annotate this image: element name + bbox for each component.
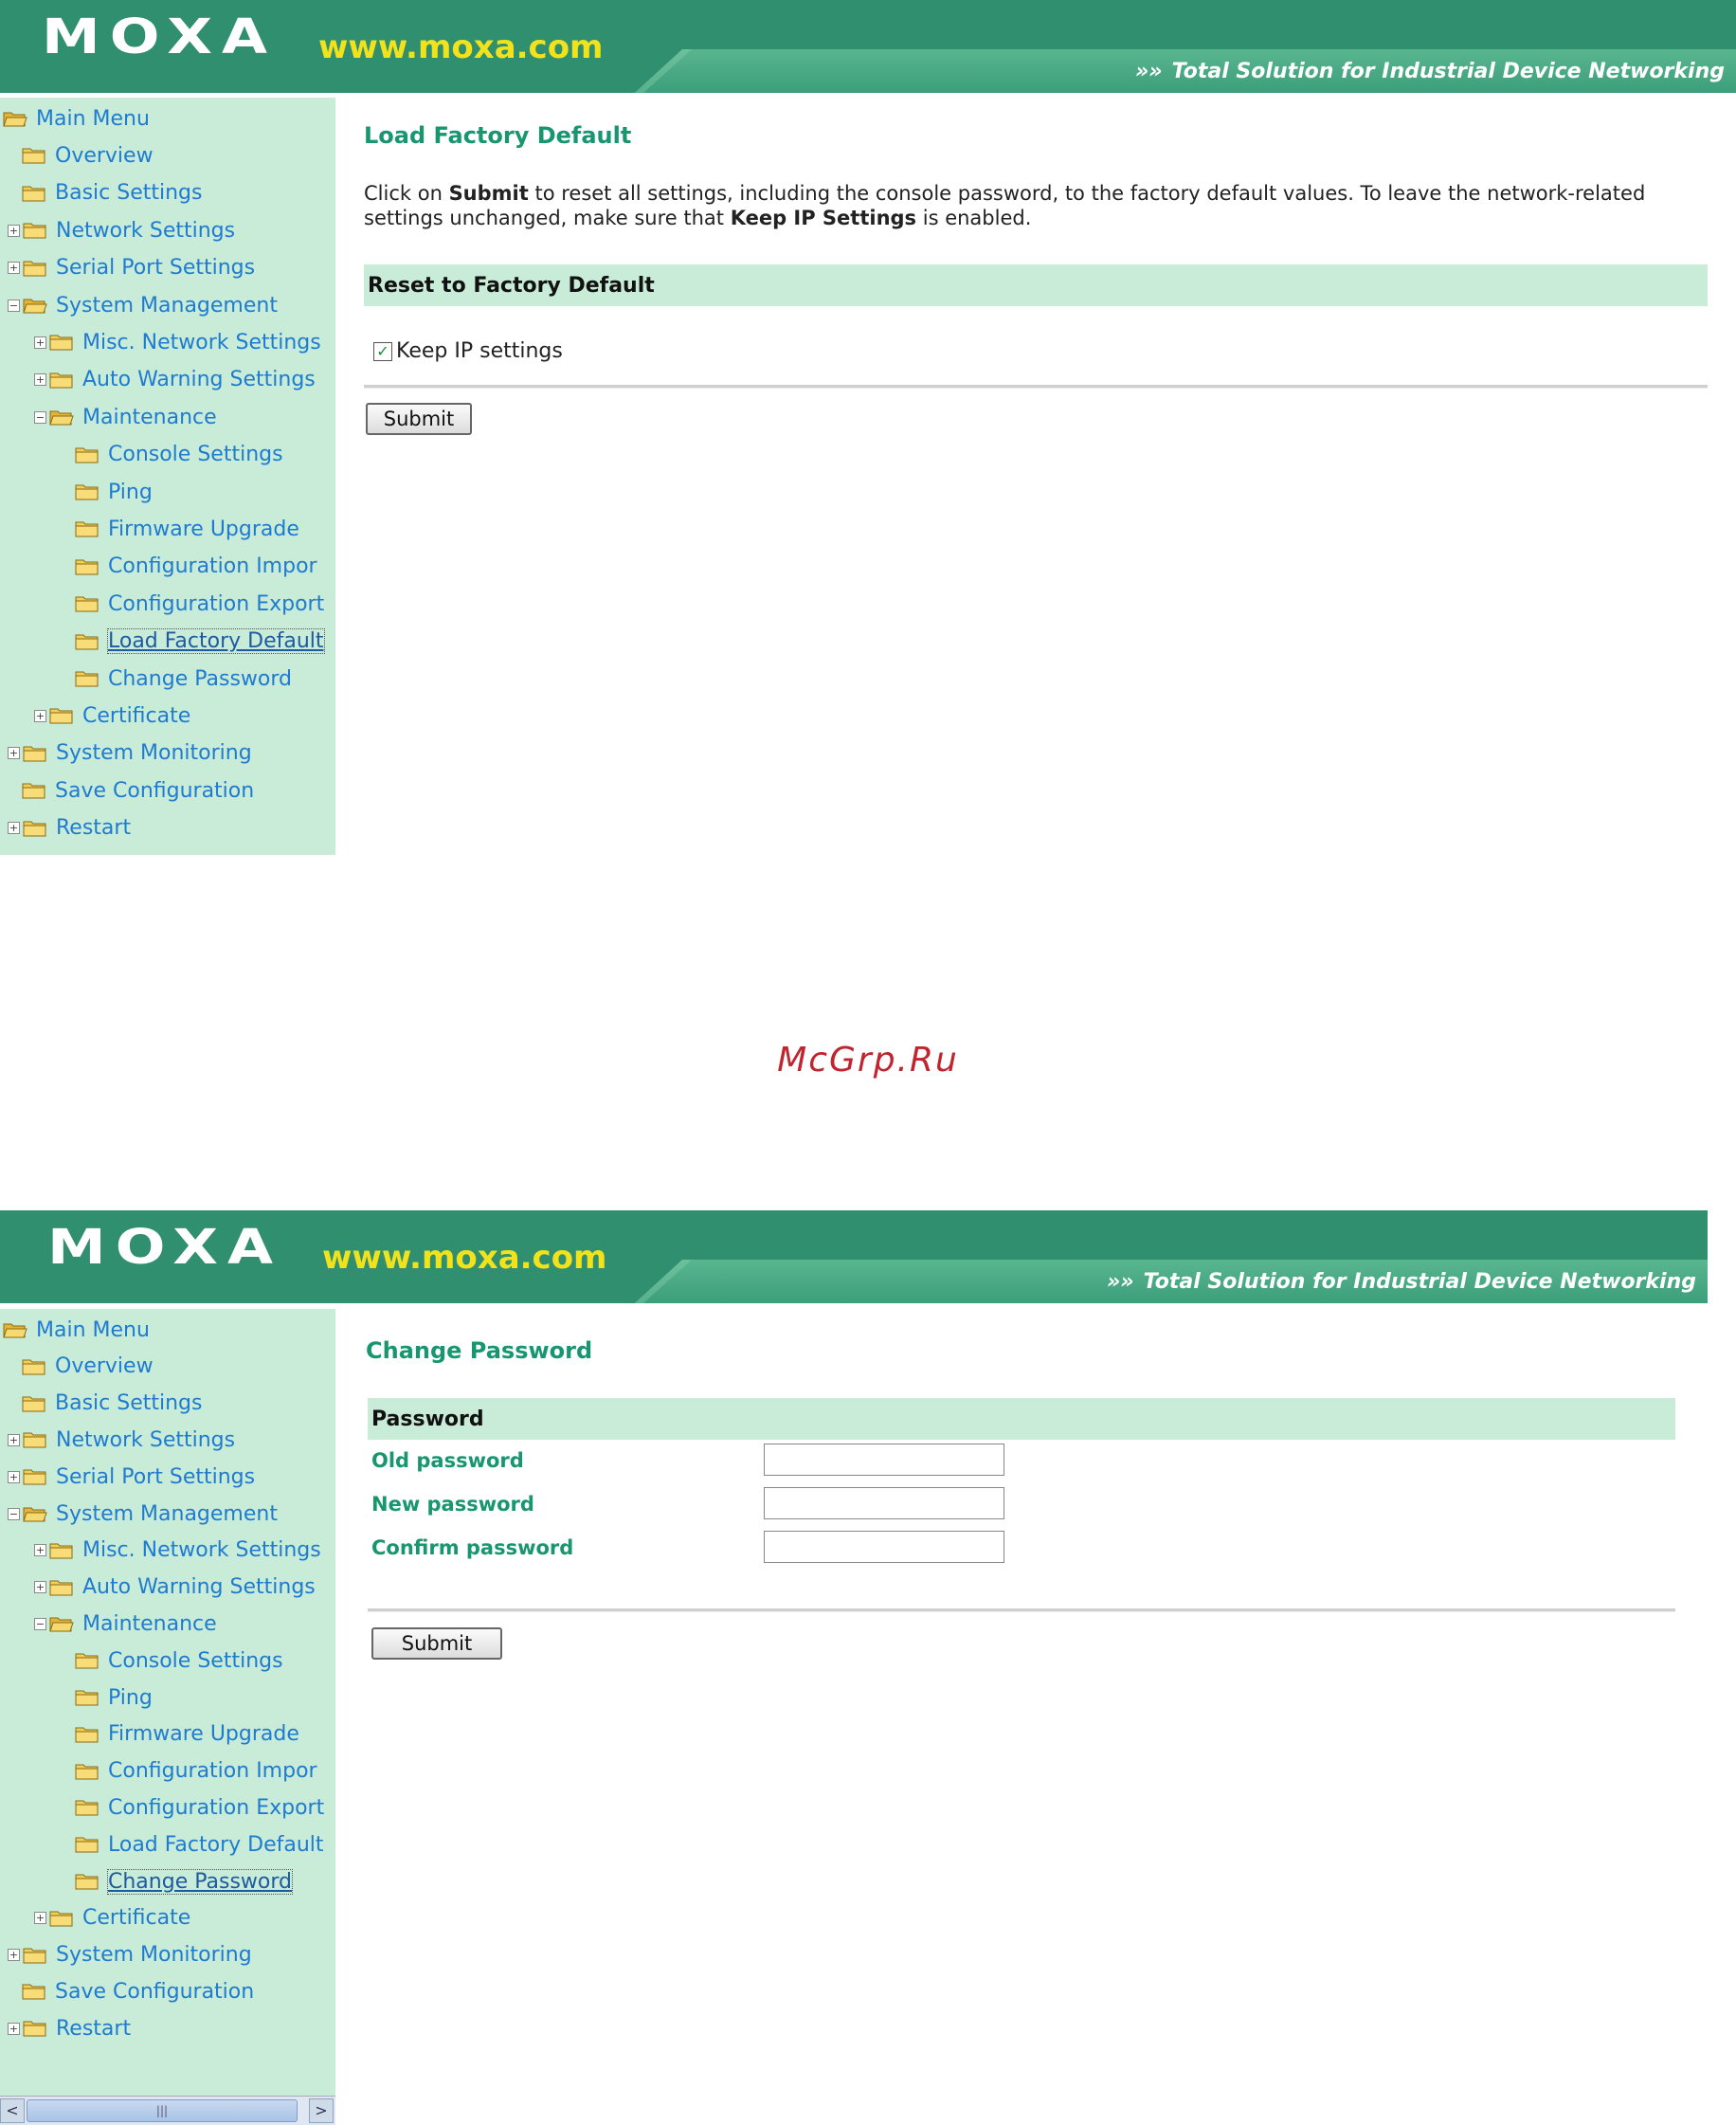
sidebar-item-network-settings[interactable] bbox=[8, 213, 235, 247]
sidebar-item-change-password[interactable] bbox=[74, 1864, 292, 1898]
folder-icon bbox=[22, 258, 48, 279]
sidebar-item-save-configuration[interactable] bbox=[21, 1974, 254, 2008]
folder-icon bbox=[74, 1761, 100, 1782]
sidebar-item-overview[interactable] bbox=[21, 138, 154, 173]
expand-icon[interactable]: + bbox=[9, 822, 19, 835]
sidebar-item-label: Configuration Export bbox=[108, 591, 325, 616]
sidebar-item-system-monitoring[interactable] bbox=[8, 736, 252, 771]
folder-icon bbox=[22, 2018, 48, 2039]
sidebar-item-console-settings[interactable] bbox=[74, 438, 283, 472]
expand-icon[interactable]: + bbox=[9, 1433, 19, 1446]
sidebar-item-console-settings[interactable] bbox=[74, 1644, 283, 1678]
sidebar-item-system-management[interactable] bbox=[8, 288, 278, 322]
old-password-input[interactable] bbox=[764, 1444, 1004, 1476]
screenshot-load-factory-default bbox=[0, 0, 1736, 855]
desc-bold-submit: Submit bbox=[448, 182, 529, 205]
folder-icon bbox=[48, 332, 75, 353]
sidebar-item-maintenance[interactable] bbox=[34, 400, 217, 434]
watermark: McGrp.Ru bbox=[777, 1041, 959, 1080]
screenshot-change-password bbox=[0, 1210, 1708, 2124]
keep-ip-label: Keep IP settings bbox=[396, 339, 563, 363]
tagline-text: Total Solution for Industrial Device Networking bbox=[1171, 60, 1725, 83]
folder-icon bbox=[74, 593, 100, 614]
open-folder-icon bbox=[2, 108, 28, 129]
sidebar-item-label: Overview bbox=[55, 1354, 154, 1379]
folder-icon bbox=[22, 1429, 48, 1450]
folder-icon bbox=[74, 668, 100, 689]
new-password-input[interactable] bbox=[764, 1487, 1004, 1519]
folder-icon bbox=[21, 780, 47, 801]
sidebar-item-label: Ping bbox=[108, 1685, 153, 1710]
sidebar-item-label: Basic Settings bbox=[55, 1391, 203, 1416]
tagline-text: Total Solution for Industrial Device Networking bbox=[1143, 1270, 1696, 1294]
folder-icon bbox=[48, 370, 75, 390]
double-chevron-icon: »» bbox=[1106, 1270, 1134, 1294]
sidebar-item-label: Console Settings bbox=[108, 1648, 283, 1673]
divider bbox=[364, 385, 1708, 389]
sidebar-item-label: Load Factory Default bbox=[108, 1832, 324, 1857]
sidebar-item-main-menu[interactable] bbox=[2, 1313, 150, 1347]
scroll-thumb[interactable]: ||| bbox=[27, 2099, 298, 2122]
page-title: Load Factory Default bbox=[364, 122, 632, 149]
expand-icon[interactable]: + bbox=[35, 1912, 45, 1925]
page-title: Change Password bbox=[366, 1337, 593, 1364]
sidebar-item-serial-port-settings[interactable] bbox=[8, 251, 255, 285]
folder-icon bbox=[48, 1908, 75, 1929]
section-header: Password bbox=[368, 1398, 1675, 1440]
expand-icon[interactable]: + bbox=[35, 709, 45, 722]
open-folder-icon bbox=[2, 1319, 28, 1340]
folder-icon bbox=[74, 1834, 100, 1855]
old-password-label: Old password bbox=[371, 1449, 524, 1472]
scroll-right-icon[interactable]: > bbox=[309, 2098, 334, 2123]
tagline bbox=[1107, 1269, 1696, 1296]
expand-icon[interactable]: + bbox=[9, 262, 19, 275]
moxa-logo: MOXA bbox=[47, 1218, 282, 1276]
collapse-icon[interactable]: − bbox=[9, 299, 19, 312]
sidebar-item-label: Restart bbox=[56, 816, 132, 841]
sidebar-item-label: Main Menu bbox=[36, 1317, 150, 1342]
tagline bbox=[1135, 59, 1725, 85]
sidebar-item-system-management[interactable] bbox=[8, 1497, 278, 1531]
main-content bbox=[335, 1309, 1708, 2124]
sidebar-item-basic-settings[interactable] bbox=[21, 1387, 202, 1421]
sidebar-item-maintenance[interactable] bbox=[34, 1607, 217, 1641]
open-folder-icon bbox=[48, 407, 75, 427]
sidebar-item-label: Main Menu bbox=[36, 106, 150, 131]
sidebar-item-label: Basic Settings bbox=[55, 181, 203, 206]
desc-text-3: is enabled. bbox=[916, 207, 1032, 229]
sidebar-item-label: Maintenance bbox=[82, 405, 217, 429]
section-header: Reset to Factory Default bbox=[364, 264, 1708, 306]
folder-icon bbox=[74, 1724, 100, 1745]
sidebar-item-label: Ping bbox=[108, 480, 153, 504]
sidebar-item-network-settings[interactable] bbox=[8, 1423, 235, 1457]
folder-icon bbox=[48, 705, 75, 726]
folder-icon bbox=[22, 220, 48, 241]
folder-icon bbox=[48, 1577, 75, 1598]
folder-icon bbox=[21, 1356, 47, 1377]
sidebar-menu bbox=[0, 98, 335, 855]
expand-icon[interactable]: + bbox=[9, 1470, 19, 1483]
sidebar-item-configuration-export[interactable] bbox=[74, 587, 324, 621]
sidebar-item-label: Serial Port Settings bbox=[56, 256, 256, 281]
double-chevron-icon: »» bbox=[1134, 60, 1163, 83]
expand-icon[interactable]: + bbox=[9, 747, 19, 760]
sidebar-horizontal-scrollbar[interactable] bbox=[0, 2096, 335, 2125]
sidebar-item-label: Save Configuration bbox=[55, 1979, 255, 2004]
sidebar-item-label: Serial Port Settings bbox=[56, 1464, 256, 1489]
sidebar-item-configuration-impor[interactable] bbox=[74, 550, 317, 584]
sidebar-item-label: Network Settings bbox=[56, 1427, 236, 1452]
submit-button[interactable]: Submit bbox=[366, 403, 472, 435]
scroll-left-icon[interactable]: < bbox=[0, 2098, 25, 2123]
expand-icon[interactable]: + bbox=[9, 2022, 19, 2035]
sidebar-item-misc-network-settings[interactable] bbox=[34, 1534, 321, 1568]
divider bbox=[368, 1608, 1675, 1612]
folder-icon bbox=[21, 183, 47, 204]
sidebar-item-ping[interactable] bbox=[74, 475, 153, 509]
expand-icon[interactable]: + bbox=[35, 1581, 45, 1594]
sidebar-item-label: Overview bbox=[55, 143, 154, 168]
sidebar-item-label: Certificate bbox=[82, 703, 191, 728]
sidebar-item-label: Misc. Network Settings bbox=[82, 330, 321, 354]
sidebar-item-label: Console Settings bbox=[108, 443, 283, 467]
moxa-logo: MOXA bbox=[42, 8, 277, 65]
sidebar-item-misc-network-settings[interactable] bbox=[34, 325, 321, 359]
keep-ip-checkbox[interactable]: ✓ bbox=[373, 342, 392, 361]
sidebar-item-label: Maintenance bbox=[82, 1611, 217, 1636]
collapse-icon[interactable]: − bbox=[35, 410, 45, 424]
sidebar-item-label: Firmware Upgrade bbox=[108, 517, 299, 541]
page-description bbox=[364, 181, 1691, 230]
sidebar-item-ping[interactable] bbox=[74, 1680, 153, 1715]
folder-icon bbox=[74, 445, 100, 465]
header-banner bbox=[0, 0, 1736, 93]
sidebar-item-label: Restart bbox=[56, 2016, 132, 2041]
sidebar-item-main-menu[interactable] bbox=[2, 101, 150, 136]
desc-bold-keep-ip: Keep IP Settings bbox=[730, 207, 917, 229]
folder-icon bbox=[74, 481, 100, 502]
sidebar-item-auto-warning-settings[interactable] bbox=[34, 1571, 316, 1605]
folder-icon bbox=[21, 1393, 47, 1414]
sidebar-item-label: Auto Warning Settings bbox=[82, 368, 316, 392]
sidebar-item-configuration-impor[interactable] bbox=[74, 1754, 317, 1789]
sidebar-item-label: Configuration Export bbox=[108, 1795, 325, 1820]
folder-icon bbox=[22, 1466, 48, 1487]
sidebar-item-label: Misc. Network Settings bbox=[82, 1538, 321, 1563]
sidebar-item-label: System Management bbox=[56, 293, 278, 318]
folder-icon bbox=[48, 1540, 75, 1561]
sidebar-item-label: Firmware Upgrade bbox=[108, 1722, 299, 1747]
expand-icon[interactable]: + bbox=[35, 373, 45, 387]
folder-icon bbox=[74, 1871, 100, 1892]
folder-icon bbox=[21, 145, 47, 166]
sidebar-item-label: System Monitoring bbox=[56, 741, 252, 766]
folder-icon bbox=[74, 518, 100, 539]
collapse-icon[interactable]: − bbox=[35, 1617, 45, 1630]
desc-text-2: to reset all settings, including the console password, to the factory default values. To leave the network-related settings unchanged, make sure that bbox=[364, 182, 1646, 229]
sidebar-item-load-factory-default[interactable] bbox=[74, 1827, 324, 1862]
sidebar-item-label: Certificate bbox=[82, 1906, 191, 1931]
sidebar-item-restart[interactable] bbox=[8, 2011, 131, 2045]
sidebar-item-system-monitoring[interactable] bbox=[8, 1938, 252, 1972]
open-folder-icon bbox=[22, 1503, 48, 1524]
sidebar-item-firmware-upgrade[interactable] bbox=[74, 1717, 299, 1752]
sidebar-item-label: Change Password bbox=[108, 1869, 292, 1894]
sidebar-menu bbox=[0, 1309, 335, 2096]
collapse-icon[interactable]: − bbox=[9, 1507, 19, 1520]
folder-icon bbox=[74, 1650, 100, 1671]
sidebar-item-basic-settings[interactable] bbox=[21, 176, 202, 210]
folder-icon bbox=[21, 1981, 47, 2002]
sidebar-item-label: Change Password bbox=[108, 666, 292, 691]
sidebar-item-label: System Management bbox=[56, 1501, 278, 1526]
sidebar-item-certificate[interactable] bbox=[34, 1901, 190, 1935]
sidebar-item-label: Configuration Impor bbox=[108, 1759, 317, 1784]
site-url[interactable]: www.moxa.com bbox=[318, 28, 604, 66]
sidebar-item-serial-port-settings[interactable] bbox=[8, 1460, 255, 1494]
submit-button[interactable]: Submit bbox=[371, 1627, 502, 1660]
sidebar-item-load-factory-default[interactable] bbox=[74, 625, 324, 659]
desc-text-1: Click on bbox=[364, 182, 449, 205]
folder-icon bbox=[74, 1687, 100, 1708]
folder-icon bbox=[74, 1797, 100, 1818]
sidebar-item-restart[interactable] bbox=[8, 811, 131, 845]
main-content bbox=[335, 98, 1736, 855]
confirm-password-input[interactable] bbox=[764, 1531, 1004, 1563]
expand-icon[interactable]: + bbox=[9, 1949, 19, 1962]
sidebar-item-certificate[interactable] bbox=[34, 699, 190, 733]
sidebar-item-change-password[interactable] bbox=[74, 662, 292, 696]
header-banner bbox=[0, 1210, 1708, 1303]
folder-icon bbox=[22, 818, 48, 839]
sidebar-item-label: Configuration Impor bbox=[108, 554, 317, 579]
folder-icon bbox=[22, 743, 48, 764]
folder-icon bbox=[74, 556, 100, 577]
open-folder-icon bbox=[22, 295, 48, 316]
sidebar-item-label: Save Configuration bbox=[55, 778, 255, 803]
sidebar-item-configuration-export[interactable] bbox=[74, 1790, 324, 1825]
sidebar-item-firmware-upgrade[interactable] bbox=[74, 512, 299, 546]
sidebar-item-auto-warning-settings[interactable] bbox=[34, 363, 316, 397]
sidebar-item-label: Auto Warning Settings bbox=[82, 1575, 316, 1600]
new-password-label: New password bbox=[371, 1493, 534, 1516]
expand-icon[interactable]: + bbox=[35, 1544, 45, 1557]
folder-icon bbox=[74, 631, 100, 652]
confirm-password-label: Confirm password bbox=[371, 1536, 574, 1559]
expand-icon[interactable]: + bbox=[35, 336, 45, 349]
sidebar-item-label: Load Factory Default bbox=[108, 629, 324, 654]
sidebar-item-label: Network Settings bbox=[56, 218, 236, 243]
open-folder-icon bbox=[48, 1613, 75, 1634]
sidebar-item-overview[interactable] bbox=[21, 1350, 154, 1384]
expand-icon[interactable]: + bbox=[9, 224, 19, 237]
site-url[interactable]: www.moxa.com bbox=[322, 1239, 607, 1277]
folder-icon bbox=[22, 1945, 48, 1966]
sidebar-item-save-configuration[interactable] bbox=[21, 773, 254, 808]
sidebar-item-label: System Monitoring bbox=[56, 1943, 252, 1968]
